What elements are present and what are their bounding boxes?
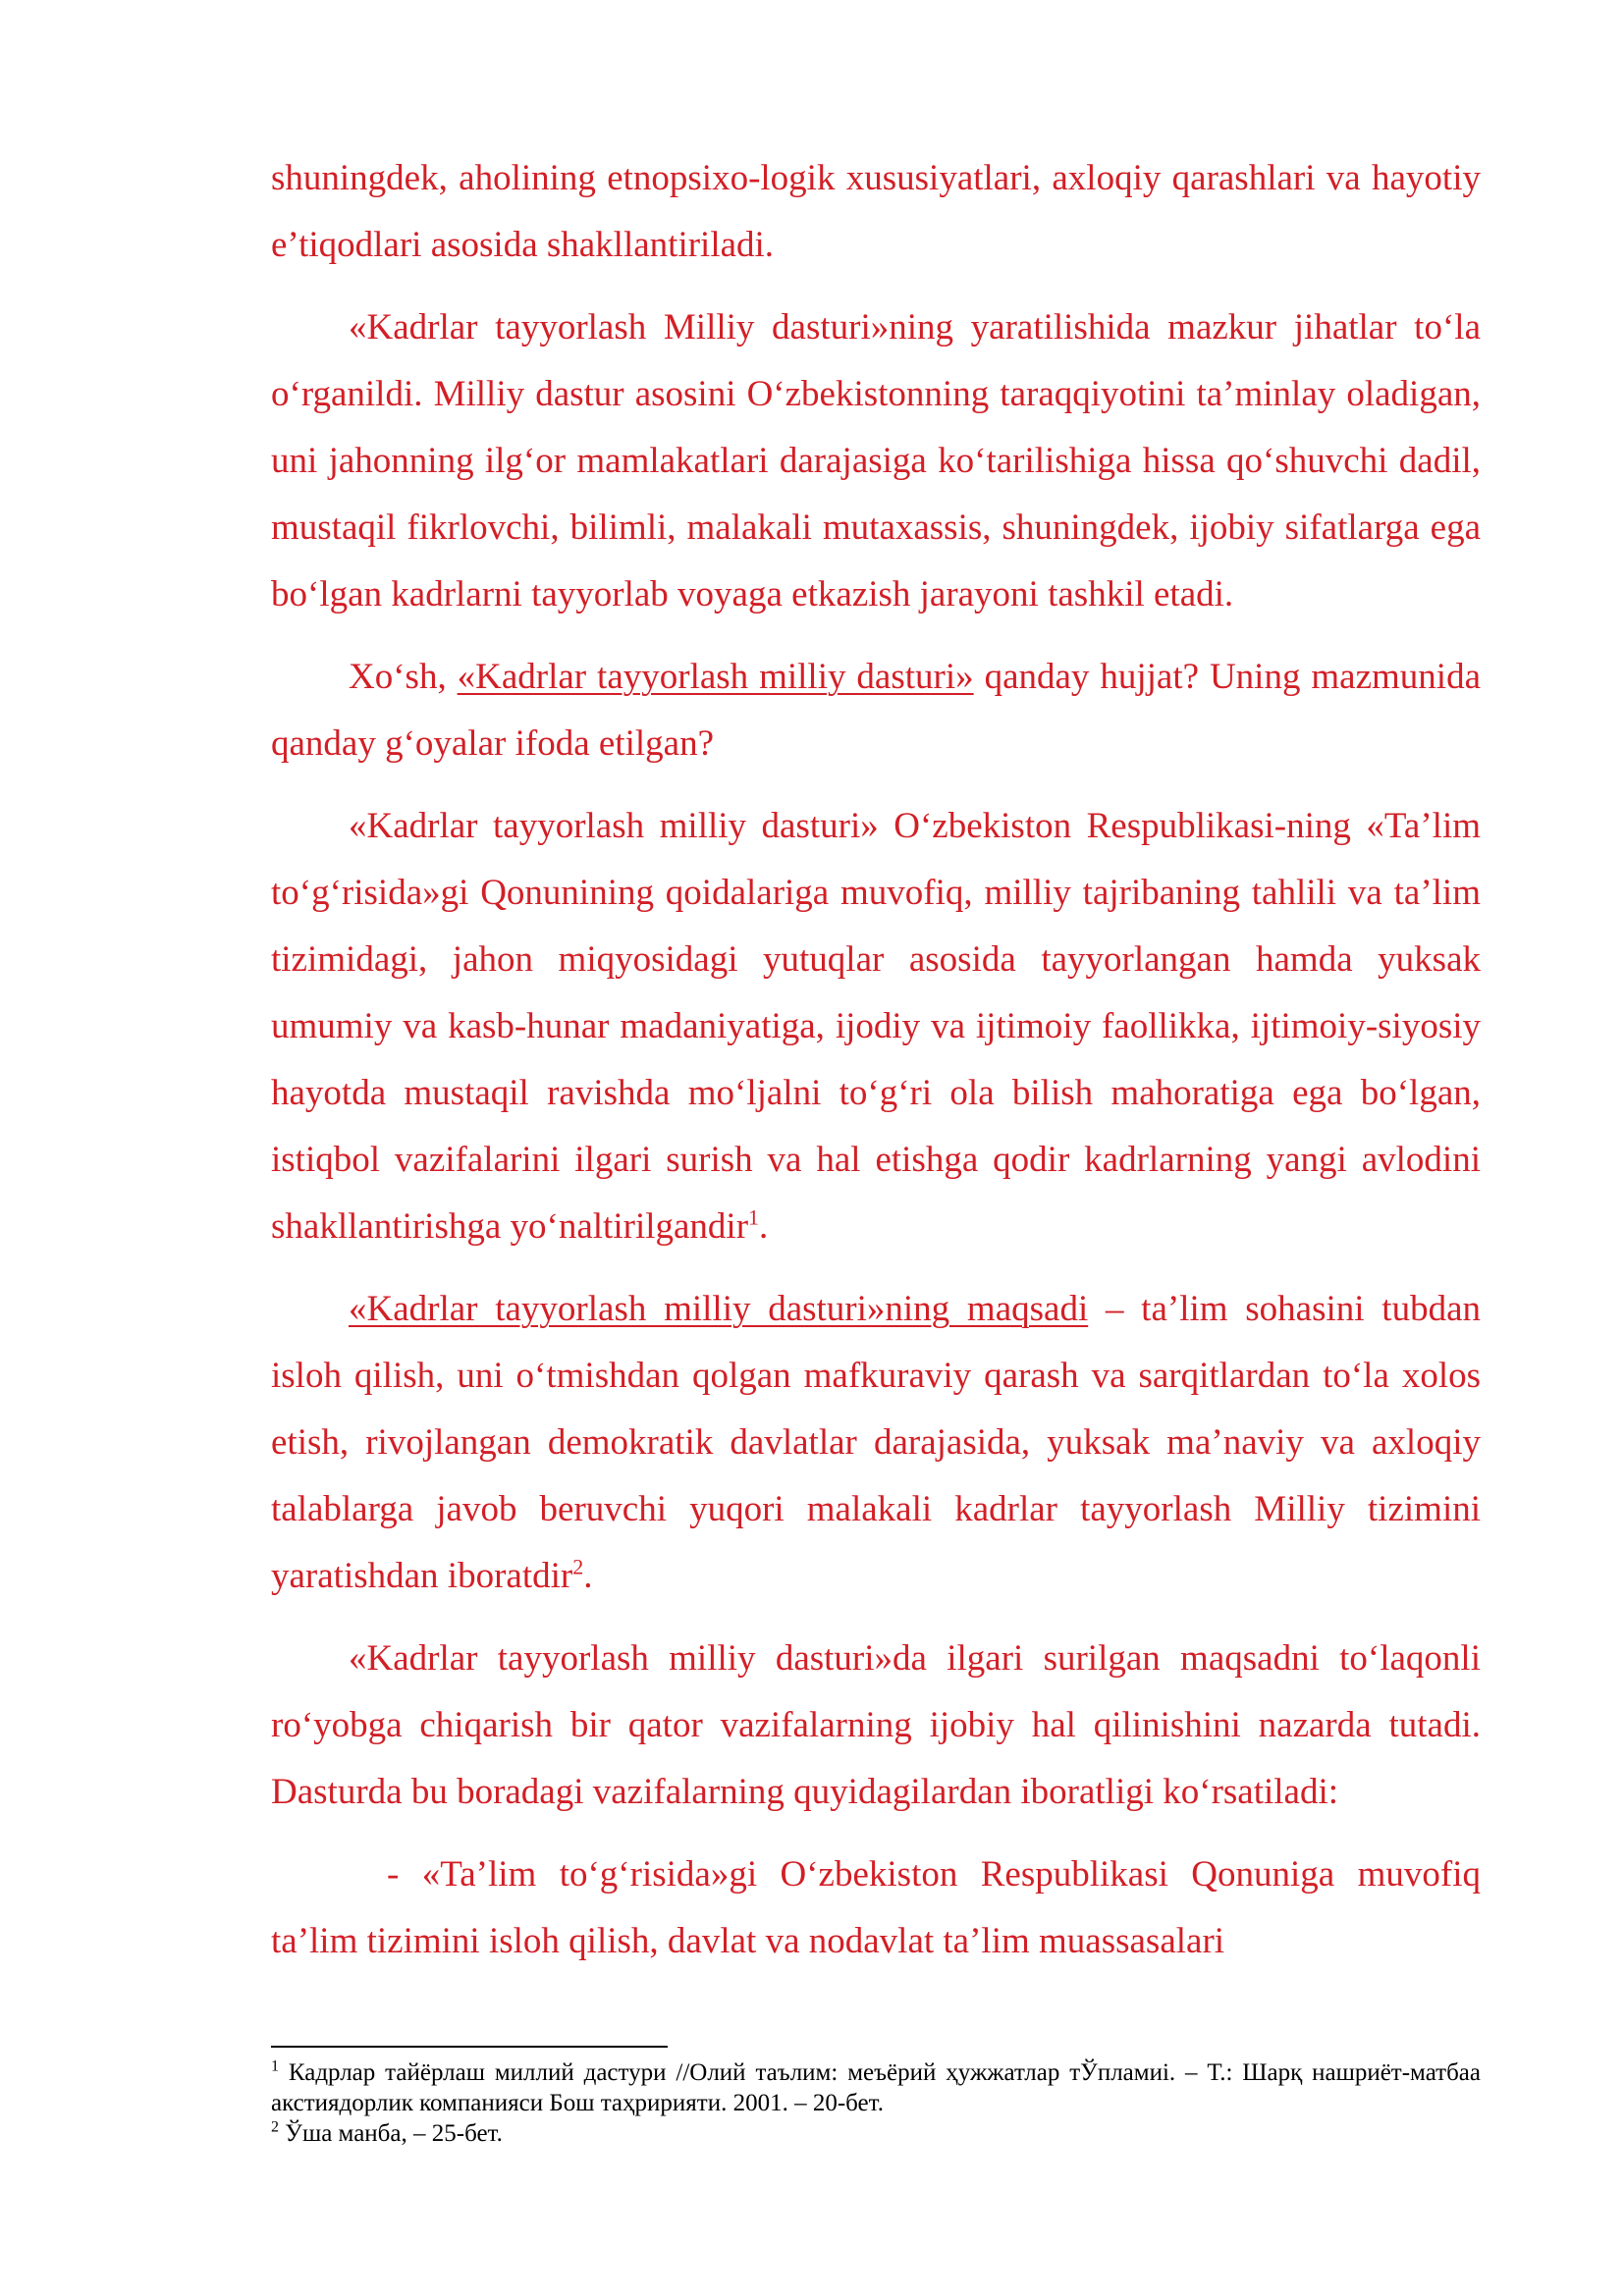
body-text	[271, 145, 1481, 1991]
paragraph-4	[271, 793, 1481, 1260]
footnotes	[271, 2057, 1481, 2149]
paragraph-6: «Kadrlar tayyorlash milliy dasturi»da ilgari surilgan maqsadni to‘laqonli ro‘yobga chiqarish bir qator vazifalarning ijobiy hal qilinishini nazarda tutadi. Dasturda bu boradagi vazifalarning quyidagilardan iboratligi ko‘rsatiladi:	[271, 1638, 1481, 1812]
paragraph-5-tail: – ta’lim sohasini tubdan isloh qilish, uni o‘tmishdan qolgan mafkuraviy qarash va sarqitlardan to‘la xolos etish, rivojlangan demokratik davlatlar darajasida, yuksak ma’naviy va axloqiy talablarga javob beruvchi yuqori malakali kadrlar tayyorlash Milliy tizimini yaratishdan iboratdir	[271, 1289, 1481, 1596]
footnote-ref-2: 2	[572, 1554, 584, 1579]
paragraph-4-text: «Kadrlar tayyorlash milliy dasturi» O‘zbekiston Respublikasi-ning «Ta’lim to‘g‘risida»gi Qonunining qoidalariga muvofiq, milliy tajribaning tahlili va ta’lim tizimidagi, jahon miqyosidagi yutuqlar asosida tayyorlangan hamda yuksak umumiy va kasb-hunar madaniyatiga, ijodiy va ijtimoiy faollikka, ijtimoiy-siyosiy hayotda mustaqil ravishda mo‘ljalni to‘g‘ri ola bilish mahoratiga ega bo‘lgan, istiqbol vazifalarini ilgari surish va hal etishga qodir kadrlarning yangi avlodini shakllantirishga yo‘naltirilgandir	[271, 806, 1481, 1247]
footnote-2	[271, 2118, 1481, 2149]
paragraph-1: shuningdek, aholining etnopsixo-logik xususiyatlari, axloqiy qarashlari va hayotiy e’tiqodlari asosida shakllantiriladi.	[271, 158, 1481, 265]
paragraph-3	[271, 644, 1481, 777]
paragraph-3-tail: qanday hujjat? Uning mazmunida qanday g‘oyalar ifoda etilgan?	[271, 657, 1481, 764]
footnote-1-mark: 1	[271, 2057, 279, 2075]
paragraph-4-end: .	[759, 1206, 769, 1247]
paragraph-3-lead: Xo‘sh,	[349, 657, 458, 697]
footnote-1	[271, 2057, 1481, 2118]
footnote-2-text: Ўша манба, – 25-бет.	[279, 2120, 503, 2147]
footnote-2-mark: 2	[271, 2118, 279, 2136]
paragraph-5-end: .	[583, 1556, 593, 1596]
footnote-1-text: Кадрлар тайёрлаш миллий дастури //Олий таълим: меъёрий ҳужжатлар тЎпламиi. – Т.: Шарқ нашриёт-матбаа акстиядорлик компанияси Бош таҳририяти. 2001. – 20-бет.	[271, 2059, 1481, 2116]
paragraph-2: «Kadrlar tayyorlash Milliy dasturi»ning yaratilishida mazkur jihatlar to‘la o‘rganildi. Milliy dastur asosini O‘zbekistonning taraqqiyotini ta’minlay oladigan, uni jahonning ilg‘or mamlakatlari darajasiga ko‘tarilishiga hissa qo‘shuvchi dadil, mustaqil fikrlovchi, bilimli, malakali mutaxassis, shuningdek, ijobiy sifatlarga ega bo‘lgan kadrlarni tayyorlab voyaga etkazish jarayoni tashkil etadi.	[271, 307, 1481, 614]
underlined-program-goal: «Kadrlar tayyorlash milliy dasturi»ning maqsadi	[349, 1289, 1089, 1329]
underlined-program-title: «Kadrlar tayyorlash milliy dasturi»	[457, 657, 974, 697]
footnote-ref-1: 1	[748, 1204, 760, 1230]
paragraph-7-list-item: - «Ta’lim to‘g‘risida»gi O‘zbekiston Respublikasi Qonuniga muvofiq ta’lim tizimini isloh qilish, davlat va nodavlat ta’lim muassasalari	[271, 1854, 1481, 1961]
paragraph-5	[271, 1276, 1481, 1610]
footnote-separator	[271, 2046, 668, 2048]
